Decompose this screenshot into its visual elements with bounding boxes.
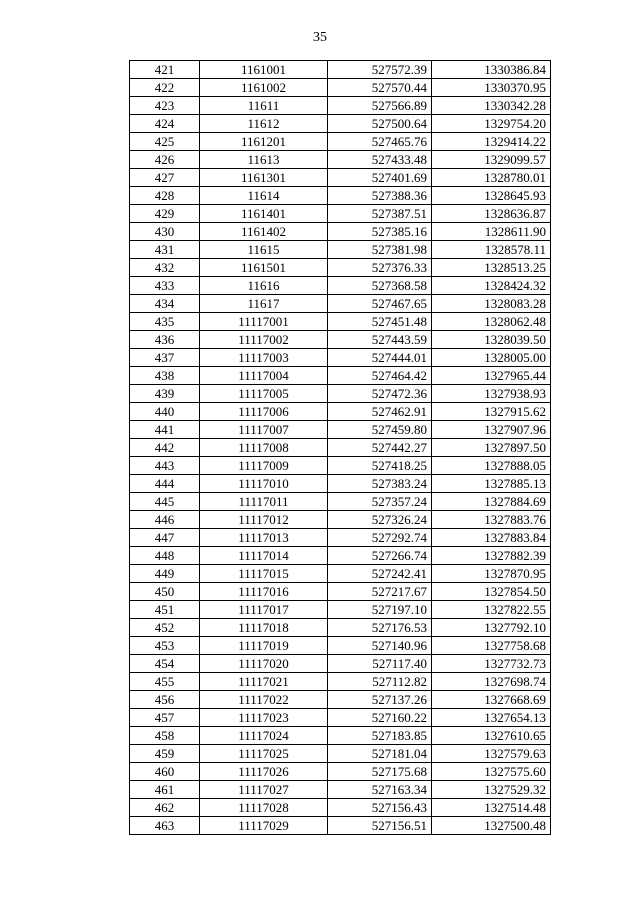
point-number-cell: 447 bbox=[130, 529, 200, 547]
point-code-cell: 11117029 bbox=[200, 817, 328, 835]
x-coordinate-cell: 527183.85 bbox=[328, 727, 432, 745]
point-code-cell: 11117020 bbox=[200, 655, 328, 673]
point-number-cell: 452 bbox=[130, 619, 200, 637]
point-number-cell: 427 bbox=[130, 169, 200, 187]
coordinates-table-body bbox=[130, 61, 551, 835]
point-number-cell: 442 bbox=[130, 439, 200, 457]
point-code-cell: 11117006 bbox=[200, 403, 328, 421]
y-coordinate-cell: 1329414.22 bbox=[432, 133, 551, 151]
point-number-cell: 453 bbox=[130, 637, 200, 655]
point-code-cell: 11117019 bbox=[200, 637, 328, 655]
table-row bbox=[130, 151, 551, 169]
table-row bbox=[130, 457, 551, 475]
point-code-cell: 11117025 bbox=[200, 745, 328, 763]
table-row bbox=[130, 187, 551, 205]
table-row bbox=[130, 421, 551, 439]
y-coordinate-cell: 1329754.20 bbox=[432, 115, 551, 133]
point-code-cell: 11117014 bbox=[200, 547, 328, 565]
point-number-cell: 448 bbox=[130, 547, 200, 565]
y-coordinate-cell: 1328611.90 bbox=[432, 223, 551, 241]
point-number-cell: 438 bbox=[130, 367, 200, 385]
table-row bbox=[130, 205, 551, 223]
y-coordinate-cell: 1327870.95 bbox=[432, 565, 551, 583]
point-number-cell: 439 bbox=[130, 385, 200, 403]
page-number: 35 bbox=[313, 30, 327, 45]
table-row bbox=[130, 727, 551, 745]
point-code-cell: 1161501 bbox=[200, 259, 328, 277]
table-row bbox=[130, 799, 551, 817]
point-number-cell: 455 bbox=[130, 673, 200, 691]
table-row bbox=[130, 655, 551, 673]
table-row bbox=[130, 277, 551, 295]
y-coordinate-cell: 1327854.50 bbox=[432, 583, 551, 601]
point-number-cell: 421 bbox=[130, 61, 200, 79]
point-code-cell: 11117028 bbox=[200, 799, 328, 817]
table-row bbox=[130, 79, 551, 97]
point-number-cell: 437 bbox=[130, 349, 200, 367]
point-code-cell: 1161001 bbox=[200, 61, 328, 79]
x-coordinate-cell: 527376.33 bbox=[328, 259, 432, 277]
y-coordinate-cell: 1328513.25 bbox=[432, 259, 551, 277]
table-row bbox=[130, 745, 551, 763]
table-row bbox=[130, 493, 551, 511]
point-number-cell: 462 bbox=[130, 799, 200, 817]
table-row bbox=[130, 547, 551, 565]
table-row bbox=[130, 241, 551, 259]
y-coordinate-cell: 1327668.69 bbox=[432, 691, 551, 709]
table-row bbox=[130, 169, 551, 187]
y-coordinate-cell: 1327885.13 bbox=[432, 475, 551, 493]
point-code-cell: 11117011 bbox=[200, 493, 328, 511]
y-coordinate-cell: 1327654.13 bbox=[432, 709, 551, 727]
point-number-cell: 450 bbox=[130, 583, 200, 601]
y-coordinate-cell: 1328636.87 bbox=[432, 205, 551, 223]
table-row bbox=[130, 763, 551, 781]
point-code-cell: 11117023 bbox=[200, 709, 328, 727]
y-coordinate-cell: 1327965.44 bbox=[432, 367, 551, 385]
table-row bbox=[130, 583, 551, 601]
x-coordinate-cell: 527500.64 bbox=[328, 115, 432, 133]
x-coordinate-cell: 527442.27 bbox=[328, 439, 432, 457]
x-coordinate-cell: 527381.98 bbox=[328, 241, 432, 259]
x-coordinate-cell: 527401.69 bbox=[328, 169, 432, 187]
y-coordinate-cell: 1327883.76 bbox=[432, 511, 551, 529]
y-coordinate-cell: 1328039.50 bbox=[432, 331, 551, 349]
point-number-cell: 433 bbox=[130, 277, 200, 295]
point-code-cell: 11117015 bbox=[200, 565, 328, 583]
x-coordinate-cell: 527467.65 bbox=[328, 295, 432, 313]
table-row bbox=[130, 349, 551, 367]
point-code-cell: 11117003 bbox=[200, 349, 328, 367]
y-coordinate-cell: 1327732.73 bbox=[432, 655, 551, 673]
point-code-cell: 11117016 bbox=[200, 583, 328, 601]
x-coordinate-cell: 527418.25 bbox=[328, 457, 432, 475]
point-code-cell: 11615 bbox=[200, 241, 328, 259]
x-coordinate-cell: 527160.22 bbox=[328, 709, 432, 727]
x-coordinate-cell: 527163.34 bbox=[328, 781, 432, 799]
x-coordinate-cell: 527459.80 bbox=[328, 421, 432, 439]
point-code-cell: 1161301 bbox=[200, 169, 328, 187]
x-coordinate-cell: 527176.53 bbox=[328, 619, 432, 637]
table-row bbox=[130, 403, 551, 421]
point-number-cell: 444 bbox=[130, 475, 200, 493]
x-coordinate-cell: 527266.74 bbox=[328, 547, 432, 565]
point-number-cell: 426 bbox=[130, 151, 200, 169]
table-row bbox=[130, 61, 551, 79]
point-code-cell: 11117026 bbox=[200, 763, 328, 781]
y-coordinate-cell: 1328083.28 bbox=[432, 295, 551, 313]
y-coordinate-cell: 1327758.68 bbox=[432, 637, 551, 655]
point-code-cell: 1161402 bbox=[200, 223, 328, 241]
x-coordinate-cell: 527197.10 bbox=[328, 601, 432, 619]
point-code-cell: 11616 bbox=[200, 277, 328, 295]
y-coordinate-cell: 1327698.74 bbox=[432, 673, 551, 691]
point-number-cell: 449 bbox=[130, 565, 200, 583]
table-row bbox=[130, 709, 551, 727]
y-coordinate-cell: 1328005.00 bbox=[432, 349, 551, 367]
x-coordinate-cell: 527472.36 bbox=[328, 385, 432, 403]
y-coordinate-cell: 1327575.60 bbox=[432, 763, 551, 781]
x-coordinate-cell: 527175.68 bbox=[328, 763, 432, 781]
x-coordinate-cell: 527181.04 bbox=[328, 745, 432, 763]
y-coordinate-cell: 1327529.32 bbox=[432, 781, 551, 799]
table-row bbox=[130, 385, 551, 403]
point-code-cell: 11117001 bbox=[200, 313, 328, 331]
point-number-cell: 430 bbox=[130, 223, 200, 241]
x-coordinate-cell: 527112.82 bbox=[328, 673, 432, 691]
y-coordinate-cell: 1327907.96 bbox=[432, 421, 551, 439]
table-row bbox=[130, 619, 551, 637]
point-number-cell: 423 bbox=[130, 97, 200, 115]
y-coordinate-cell: 1328062.48 bbox=[432, 313, 551, 331]
point-number-cell: 459 bbox=[130, 745, 200, 763]
table-row bbox=[130, 133, 551, 151]
x-coordinate-cell: 527326.24 bbox=[328, 511, 432, 529]
table-row bbox=[130, 331, 551, 349]
x-coordinate-cell: 527385.16 bbox=[328, 223, 432, 241]
table-row bbox=[130, 223, 551, 241]
x-coordinate-cell: 527388.36 bbox=[328, 187, 432, 205]
point-number-cell: 432 bbox=[130, 259, 200, 277]
point-code-cell: 11117024 bbox=[200, 727, 328, 745]
point-number-cell: 440 bbox=[130, 403, 200, 421]
point-code-cell: 11117002 bbox=[200, 331, 328, 349]
x-coordinate-cell: 527444.01 bbox=[328, 349, 432, 367]
x-coordinate-cell: 527137.26 bbox=[328, 691, 432, 709]
point-number-cell: 425 bbox=[130, 133, 200, 151]
point-code-cell: 11612 bbox=[200, 115, 328, 133]
point-code-cell: 11613 bbox=[200, 151, 328, 169]
y-coordinate-cell: 1327884.69 bbox=[432, 493, 551, 511]
x-coordinate-cell: 527156.51 bbox=[328, 817, 432, 835]
x-coordinate-cell: 527572.39 bbox=[328, 61, 432, 79]
table-row bbox=[130, 313, 551, 331]
point-code-cell: 11611 bbox=[200, 97, 328, 115]
point-number-cell: 457 bbox=[130, 709, 200, 727]
point-code-cell: 1161002 bbox=[200, 79, 328, 97]
table-row bbox=[130, 511, 551, 529]
point-number-cell: 460 bbox=[130, 763, 200, 781]
point-code-cell: 11117010 bbox=[200, 475, 328, 493]
table-row bbox=[130, 367, 551, 385]
x-coordinate-cell: 527117.40 bbox=[328, 655, 432, 673]
y-coordinate-cell: 1327610.65 bbox=[432, 727, 551, 745]
table-row bbox=[130, 673, 551, 691]
table-row bbox=[130, 817, 551, 835]
point-code-cell: 11617 bbox=[200, 295, 328, 313]
point-number-cell: 443 bbox=[130, 457, 200, 475]
point-code-cell: 11117021 bbox=[200, 673, 328, 691]
point-number-cell: 456 bbox=[130, 691, 200, 709]
table-row bbox=[130, 691, 551, 709]
point-number-cell: 422 bbox=[130, 79, 200, 97]
x-coordinate-cell: 527451.48 bbox=[328, 313, 432, 331]
x-coordinate-cell: 527570.44 bbox=[328, 79, 432, 97]
x-coordinate-cell: 527465.76 bbox=[328, 133, 432, 151]
x-coordinate-cell: 527217.67 bbox=[328, 583, 432, 601]
point-number-cell: 441 bbox=[130, 421, 200, 439]
point-code-cell: 11117017 bbox=[200, 601, 328, 619]
y-coordinate-cell: 1328424.32 bbox=[432, 277, 551, 295]
table-row bbox=[130, 529, 551, 547]
x-coordinate-cell: 527443.59 bbox=[328, 331, 432, 349]
point-code-cell: 1161401 bbox=[200, 205, 328, 223]
x-coordinate-cell: 527292.74 bbox=[328, 529, 432, 547]
y-coordinate-cell: 1327915.62 bbox=[432, 403, 551, 421]
x-coordinate-cell: 527357.24 bbox=[328, 493, 432, 511]
table-row bbox=[130, 565, 551, 583]
x-coordinate-cell: 527462.91 bbox=[328, 403, 432, 421]
point-code-cell: 11117012 bbox=[200, 511, 328, 529]
table-row bbox=[130, 115, 551, 133]
point-code-cell: 1161201 bbox=[200, 133, 328, 151]
point-code-cell: 11117018 bbox=[200, 619, 328, 637]
point-number-cell: 463 bbox=[130, 817, 200, 835]
y-coordinate-cell: 1327792.10 bbox=[432, 619, 551, 637]
point-code-cell: 11117004 bbox=[200, 367, 328, 385]
x-coordinate-cell: 527464.42 bbox=[328, 367, 432, 385]
y-coordinate-cell: 1328780.01 bbox=[432, 169, 551, 187]
table-row bbox=[130, 781, 551, 799]
point-number-cell: 446 bbox=[130, 511, 200, 529]
point-code-cell: 11117013 bbox=[200, 529, 328, 547]
table-row bbox=[130, 475, 551, 493]
point-code-cell: 11117008 bbox=[200, 439, 328, 457]
point-number-cell: 428 bbox=[130, 187, 200, 205]
x-coordinate-cell: 527368.58 bbox=[328, 277, 432, 295]
y-coordinate-cell: 1327514.48 bbox=[432, 799, 551, 817]
point-code-cell: 11117007 bbox=[200, 421, 328, 439]
y-coordinate-cell: 1327579.63 bbox=[432, 745, 551, 763]
point-number-cell: 445 bbox=[130, 493, 200, 511]
y-coordinate-cell: 1329099.57 bbox=[432, 151, 551, 169]
table-row bbox=[130, 637, 551, 655]
y-coordinate-cell: 1328578.11 bbox=[432, 241, 551, 259]
point-code-cell: 11117009 bbox=[200, 457, 328, 475]
coordinates-table bbox=[129, 60, 551, 835]
y-coordinate-cell: 1328645.93 bbox=[432, 187, 551, 205]
point-number-cell: 424 bbox=[130, 115, 200, 133]
point-number-cell: 434 bbox=[130, 295, 200, 313]
x-coordinate-cell: 527387.51 bbox=[328, 205, 432, 223]
point-number-cell: 436 bbox=[130, 331, 200, 349]
point-number-cell: 454 bbox=[130, 655, 200, 673]
point-code-cell: 11614 bbox=[200, 187, 328, 205]
point-code-cell: 11117022 bbox=[200, 691, 328, 709]
point-code-cell: 11117027 bbox=[200, 781, 328, 799]
table-row bbox=[130, 439, 551, 457]
y-coordinate-cell: 1327888.05 bbox=[432, 457, 551, 475]
table-row bbox=[130, 97, 551, 115]
y-coordinate-cell: 1327897.50 bbox=[432, 439, 551, 457]
x-coordinate-cell: 527242.41 bbox=[328, 565, 432, 583]
point-number-cell: 429 bbox=[130, 205, 200, 223]
x-coordinate-cell: 527433.48 bbox=[328, 151, 432, 169]
point-number-cell: 431 bbox=[130, 241, 200, 259]
table-row bbox=[130, 601, 551, 619]
x-coordinate-cell: 527383.24 bbox=[328, 475, 432, 493]
y-coordinate-cell: 1327938.93 bbox=[432, 385, 551, 403]
point-number-cell: 461 bbox=[130, 781, 200, 799]
point-number-cell: 458 bbox=[130, 727, 200, 745]
point-code-cell: 11117005 bbox=[200, 385, 328, 403]
x-coordinate-cell: 527566.89 bbox=[328, 97, 432, 115]
y-coordinate-cell: 1327883.84 bbox=[432, 529, 551, 547]
y-coordinate-cell: 1327822.55 bbox=[432, 601, 551, 619]
x-coordinate-cell: 527156.43 bbox=[328, 799, 432, 817]
y-coordinate-cell: 1330386.84 bbox=[432, 61, 551, 79]
x-coordinate-cell: 527140.96 bbox=[328, 637, 432, 655]
table-row bbox=[130, 295, 551, 313]
y-coordinate-cell: 1327500.48 bbox=[432, 817, 551, 835]
point-number-cell: 451 bbox=[130, 601, 200, 619]
point-number-cell: 435 bbox=[130, 313, 200, 331]
y-coordinate-cell: 1327882.39 bbox=[432, 547, 551, 565]
y-coordinate-cell: 1330342.28 bbox=[432, 97, 551, 115]
y-coordinate-cell: 1330370.95 bbox=[432, 79, 551, 97]
table-row bbox=[130, 259, 551, 277]
